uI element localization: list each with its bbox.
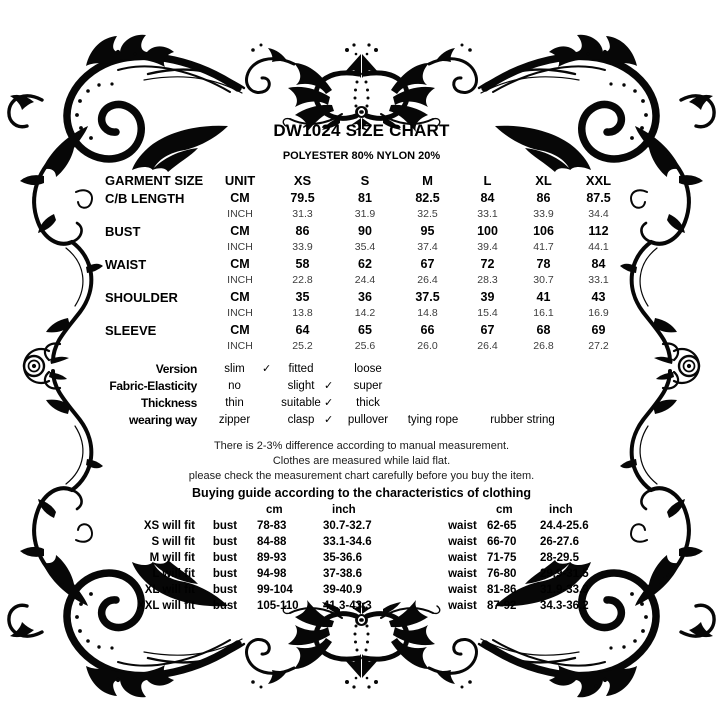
value-cell: 100 — [477, 224, 498, 238]
measurement-label-empty — [105, 207, 210, 223]
buying-guide-heading: Buying guide according to the characteristics of clothing — [192, 486, 531, 500]
buying-guide-row — [130, 518, 612, 534]
value-cell: 32.5 — [417, 208, 438, 220]
guide-inch-range: 39-40.9 — [323, 584, 363, 596]
attribute-option — [470, 361, 575, 378]
measurement-label: SLEEVE — [105, 323, 157, 338]
guide-size-label: M will fit — [149, 552, 195, 564]
spacer-cell — [405, 503, 443, 518]
attribute-option: tying rope — [407, 414, 459, 426]
attribute-option: slight — [287, 380, 315, 392]
value-cell: 78 — [536, 257, 551, 271]
guide-cm-range: 105-110 — [257, 600, 299, 612]
measurement-row-inch — [105, 306, 625, 322]
value-cell: 84 — [480, 191, 495, 205]
value-cell: 65 — [358, 323, 372, 337]
check-mark — [262, 395, 278, 412]
attribute-option: no — [228, 380, 241, 392]
guide-part-label: waist — [448, 536, 477, 548]
guide-size-label: XL will fit — [144, 584, 195, 596]
note-line: please check the measurement chart carefully before you buy the item. — [188, 470, 535, 482]
value-cell: 67 — [420, 257, 435, 271]
col-header-unit: UNIT — [224, 173, 256, 188]
attribute-option — [396, 378, 470, 395]
guide-size-label: XXL will fit — [137, 600, 195, 612]
guide-part-label: bust — [212, 520, 238, 532]
measurement-label-empty — [105, 306, 210, 322]
guide-inch-range: 41.3-43.3 — [323, 600, 372, 612]
col-header-garment-size: GARMENT SIZE — [105, 173, 204, 188]
value-cell: 69 — [591, 323, 606, 337]
check-mark — [262, 378, 278, 395]
guide-cm-range: 89-93 — [257, 552, 287, 564]
value-cell: 44.1 — [588, 241, 609, 253]
guide-cm-range: 76-80 — [487, 568, 517, 580]
guide-inch-header: inch — [332, 504, 356, 516]
guide-part-label: waist — [448, 520, 477, 532]
value-cell: 112 — [588, 224, 609, 238]
buying-guide-row — [130, 534, 612, 550]
measurement-label-empty — [105, 240, 210, 256]
measurement-row-cm — [105, 256, 625, 273]
guide-cm-range: 78-83 — [257, 520, 287, 532]
value-cell: 33.1 — [588, 274, 609, 286]
col-header-m: M — [422, 173, 433, 188]
value-cell: 34.4 — [588, 208, 609, 220]
value-cell: 86 — [536, 191, 551, 205]
guide-cm-range: 66-70 — [487, 536, 517, 548]
guide-part-label: bust — [212, 600, 238, 612]
measurement-label-empty — [105, 273, 210, 289]
col-header-xxl: XXL — [585, 173, 612, 188]
spacer-cell — [405, 566, 443, 582]
unit-cell: CM — [230, 257, 250, 271]
check-mark — [262, 412, 278, 429]
value-cell: 26.8 — [533, 340, 554, 352]
unit-cell: CM — [230, 224, 250, 238]
value-cell: 39.4 — [477, 241, 498, 253]
attribute-row — [105, 395, 575, 412]
unit-cell: CM — [230, 191, 250, 205]
value-cell: 16.9 — [588, 307, 609, 319]
value-cell: 67 — [480, 323, 495, 337]
note-line: There is 2-3% difference according to manual measurement. — [213, 440, 510, 452]
unit-cell: INCH — [227, 208, 253, 220]
guide-inch-range: 24.4-25.6 — [540, 520, 589, 532]
guide-size-label: L will fit — [152, 568, 195, 580]
guide-part-label: bust — [212, 584, 238, 596]
value-cell: 106 — [533, 224, 554, 238]
guide-inch-range: 34.3-36.2 — [540, 600, 589, 612]
value-cell: 84 — [591, 257, 606, 271]
value-cell: 31.9 — [354, 208, 376, 220]
value-cell: 31.3 — [292, 208, 313, 220]
attribute-option: thick — [356, 397, 380, 409]
guide-inch-range: 29.9-31.5 — [540, 568, 589, 580]
attribute-row — [105, 412, 575, 429]
value-cell: 90 — [358, 224, 372, 238]
guide-part-label: bust — [212, 552, 238, 564]
col-header-l: L — [483, 173, 492, 188]
value-cell: 16.1 — [533, 307, 554, 319]
measurement-row-cm — [105, 289, 625, 306]
attribute-option: slim — [224, 363, 245, 375]
attribute-option — [470, 395, 575, 412]
guide-cm-range: 71-75 — [487, 552, 517, 564]
col-header-xl: XL — [535, 173, 552, 188]
fabric-composition: POLYESTER 80% NYLON 20% — [282, 150, 441, 162]
value-cell: 37.5 — [415, 290, 440, 304]
measurement-row-cm — [105, 322, 625, 339]
unit-cell: INCH — [227, 340, 253, 352]
attribute-option: clasp — [287, 414, 315, 426]
attribute-label: wearing way — [128, 413, 197, 427]
check-mark: ✓ — [324, 397, 334, 409]
guide-inch-range: 31.9-33.9 — [540, 584, 589, 596]
guide-part-label: waist — [448, 568, 477, 580]
measurement-row-inch — [105, 339, 625, 355]
value-cell: 33.9 — [533, 208, 554, 220]
value-cell: 64 — [295, 323, 310, 337]
value-cell: 68 — [536, 323, 551, 337]
guide-cm-range: 99-104 — [257, 584, 293, 596]
guide-cm-range: 84-88 — [257, 536, 287, 548]
attribute-option — [396, 361, 470, 378]
value-cell: 43 — [591, 290, 606, 304]
attribute-label: Version — [155, 362, 197, 376]
guide-size-label: XS will fit — [143, 520, 195, 532]
attribute-label: Fabric-Elasticity — [109, 379, 197, 393]
guide-cm-header: cm — [496, 504, 513, 516]
unit-cell: CM — [230, 323, 250, 337]
guide-inch-range: 28-29.5 — [540, 552, 580, 564]
guide-part-label: waist — [448, 552, 477, 564]
guide-cm-range: 94-98 — [257, 568, 287, 580]
buying-guide-table — [130, 503, 612, 614]
guide-inch-range: 33.1-34.6 — [323, 536, 372, 548]
buying-guide-row — [130, 550, 612, 566]
value-cell: 66 — [420, 323, 435, 337]
buying-guide-row — [130, 566, 612, 582]
value-cell: 87.5 — [586, 191, 611, 205]
size-table-header-row — [105, 172, 625, 190]
page-title: DW1024 SIZE CHART — [273, 121, 450, 140]
guide-cm-range: 81-86 — [487, 584, 517, 596]
col-header-xs: XS — [293, 173, 312, 188]
attribute-label: Thickness — [141, 396, 197, 410]
measurement-row-cm — [105, 190, 625, 207]
guide-size-label: S will fit — [151, 536, 195, 548]
value-cell: 15.4 — [477, 307, 498, 319]
guide-inch-header: inch — [549, 504, 573, 516]
value-cell: 39 — [480, 290, 495, 304]
unit-cell: INCH — [227, 241, 253, 253]
unit-cell: INCH — [227, 307, 253, 319]
value-cell: 14.8 — [417, 307, 438, 319]
buying-guide-header-row — [130, 503, 612, 518]
spacer-cell — [405, 534, 443, 550]
value-cell: 95 — [420, 224, 435, 238]
guide-part-label: bust — [212, 568, 238, 580]
size-table — [105, 172, 625, 355]
value-cell: 62 — [358, 257, 372, 271]
value-cell: 58 — [295, 257, 310, 271]
value-cell: 30.7 — [533, 274, 554, 286]
measurement-notes — [0, 439, 723, 500]
value-cell: 81 — [358, 191, 372, 205]
value-cell: 41.7 — [533, 241, 554, 253]
value-cell: 13.8 — [292, 307, 313, 319]
value-cell: 25.6 — [354, 340, 376, 352]
col-header-s: S — [360, 173, 370, 188]
value-cell: 33.9 — [292, 241, 313, 253]
check-mark: ✓ — [324, 380, 334, 392]
value-cell: 27.2 — [588, 340, 609, 352]
spacer-cell — [405, 598, 443, 614]
value-cell: 28.3 — [477, 274, 498, 286]
guide-cm-range: 87-92 — [487, 600, 517, 612]
attribute-option: pullover — [347, 414, 389, 426]
value-cell: 86 — [295, 224, 310, 238]
measurement-label: SHOULDER — [105, 290, 178, 305]
attribute-option: super — [353, 380, 383, 392]
guide-inch-range: 35-36.6 — [323, 552, 363, 564]
value-cell: 72 — [480, 257, 495, 271]
value-cell: 26.4 — [417, 274, 438, 286]
attribute-row — [105, 361, 575, 378]
guide-part-label: bust — [212, 536, 238, 548]
value-cell: 24.4 — [354, 274, 376, 286]
check-mark: ✓ — [262, 363, 272, 375]
value-cell: 41 — [536, 290, 551, 304]
value-cell: 36 — [358, 290, 372, 304]
attribute-option: zipper — [218, 414, 251, 426]
garment-attributes — [105, 361, 575, 429]
measurement-row-inch — [105, 273, 625, 289]
attribute-row — [105, 378, 575, 395]
attribute-option: fitted — [288, 363, 314, 375]
measurement-row-inch — [105, 207, 625, 223]
spacer-cell — [130, 503, 198, 518]
check-mark — [324, 361, 340, 378]
measurement-row-cm — [105, 223, 625, 240]
attribute-option: thin — [225, 397, 244, 409]
attribute-option — [470, 378, 575, 395]
note-line: Clothes are measured while laid flat. — [272, 455, 451, 467]
guide-inch-range: 30.7-32.7 — [323, 520, 372, 532]
value-cell: 82.5 — [415, 191, 440, 205]
buying-guide-row — [130, 598, 612, 614]
attribute-option: suitable — [281, 397, 321, 409]
buying-guide-row — [130, 582, 612, 598]
attribute-option: loose — [354, 363, 382, 375]
measurement-label: BUST — [105, 224, 141, 239]
measurement-label: C/B LENGTH — [105, 191, 185, 206]
spacer-cell — [405, 550, 443, 566]
measurement-label: WAIST — [105, 257, 147, 272]
value-cell: 35.4 — [354, 241, 376, 253]
value-cell: 35 — [295, 290, 310, 304]
unit-cell: INCH — [227, 274, 253, 286]
spacer-cell — [443, 503, 482, 518]
guide-part-label: waist — [448, 600, 477, 612]
value-cell: 22.8 — [292, 274, 313, 286]
guide-inch-range: 37-38.6 — [323, 568, 363, 580]
measurement-row-inch — [105, 240, 625, 256]
value-cell: 25.2 — [292, 340, 313, 352]
value-cell: 33.1 — [477, 208, 498, 220]
attribute-option: rubber string — [490, 414, 555, 426]
unit-cell: CM — [230, 290, 250, 304]
spacer-cell — [405, 518, 443, 534]
value-cell: 26.0 — [417, 340, 438, 352]
measurement-label-empty — [105, 339, 210, 355]
guide-cm-header: cm — [266, 504, 283, 516]
check-mark: ✓ — [324, 414, 334, 426]
spacer-cell — [405, 582, 443, 598]
guide-cm-range: 62-65 — [487, 520, 517, 532]
value-cell: 14.2 — [354, 307, 376, 319]
guide-part-label: waist — [448, 584, 477, 596]
value-cell: 79.5 — [290, 191, 315, 205]
guide-inch-range: 26-27.6 — [540, 536, 580, 548]
value-cell: 37.4 — [417, 241, 438, 253]
attribute-option — [396, 395, 470, 412]
value-cell: 26.4 — [477, 340, 498, 352]
spacer-cell — [198, 503, 252, 518]
